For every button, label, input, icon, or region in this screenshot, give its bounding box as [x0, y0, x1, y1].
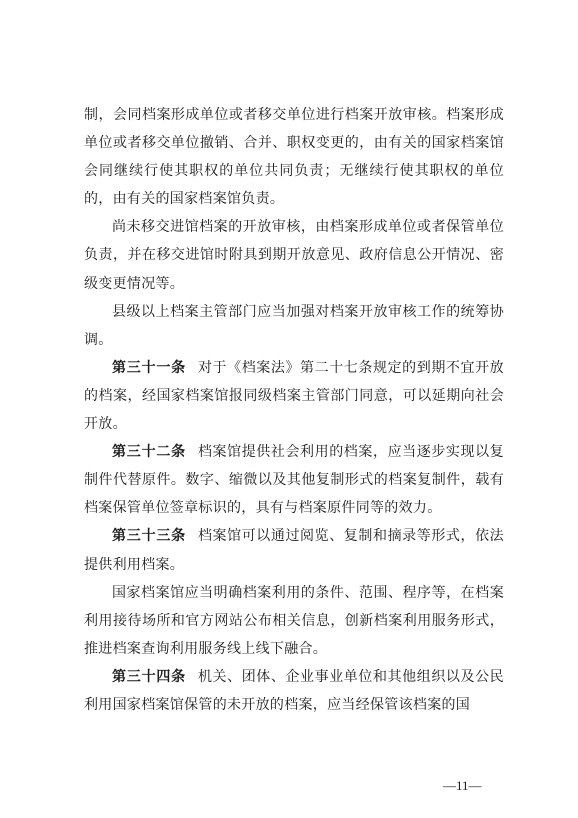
document-body — [84, 101, 504, 719]
article-32 — [84, 438, 504, 522]
article-text: 对于《档案法》第二十七条规定的到期不宜开放的档案，经国家档案馆报同级档案主管部门同意，可以延期向社会开放。 — [84, 359, 504, 433]
paragraph-continuation — [84, 101, 504, 213]
article-31 — [84, 354, 504, 438]
article-34 — [84, 663, 504, 719]
article-heading: 第三十四条 — [112, 668, 186, 685]
article-text: 机关、团体、企业事业单位和其他组织以及公民利用国家档案馆保管的未开放的档案，应当经保管该档案的国 — [84, 668, 504, 713]
page-number: —11— — [443, 778, 482, 793]
article-text: 档案馆提供社会利用的档案，应当逐步实现以复制件代替原件。数字、缩微以及其他复制形式的档案复制件，载有档案保管单位签章标识的，具有与档案原件同等的效力。 — [84, 444, 504, 517]
paragraph-text: 国家档案馆应当明确档案利用的条件、范围、程序等，在档案利用接待场所和官方网站公布相关信息，创新档案利用服务形式，推进档案查询利用服务线上线下融合。 — [84, 584, 504, 657]
paragraph-pending-transfer-review — [84, 213, 504, 297]
article-33 — [84, 522, 504, 578]
paragraph-text: 尚未移交进馆档案的开放审核，由档案形成单位或者保管单位负责，并在移交进馆时附具到期开放意见、政府信息公开情况、密级变更情况等。 — [84, 219, 504, 292]
article-heading: 第三十二条 — [112, 444, 186, 461]
paragraph-text: 制，会同档案形成单位或者移交单位进行档案开放审核。档案形成单位或者移交单位撤销、合并、职权变更的，由有关的国家档案馆会同继续行使其职权的单位共同负责；无继续行使其职权的单位的，由有关的国家档案馆负责。 — [84, 107, 504, 208]
paragraph-text: 县级以上档案主管部门应当加强对档案开放审核工作的统筹协调。 — [84, 303, 504, 348]
article-text: 档案馆可以通过阅览、复制和摘录等形式，依法提供利用档案。 — [84, 528, 504, 573]
article-heading: 第三十三条 — [112, 528, 186, 545]
paragraph-county-coordination — [84, 298, 504, 354]
article-heading: 第三十一条 — [112, 359, 186, 376]
paragraph-archive-service — [84, 579, 504, 663]
